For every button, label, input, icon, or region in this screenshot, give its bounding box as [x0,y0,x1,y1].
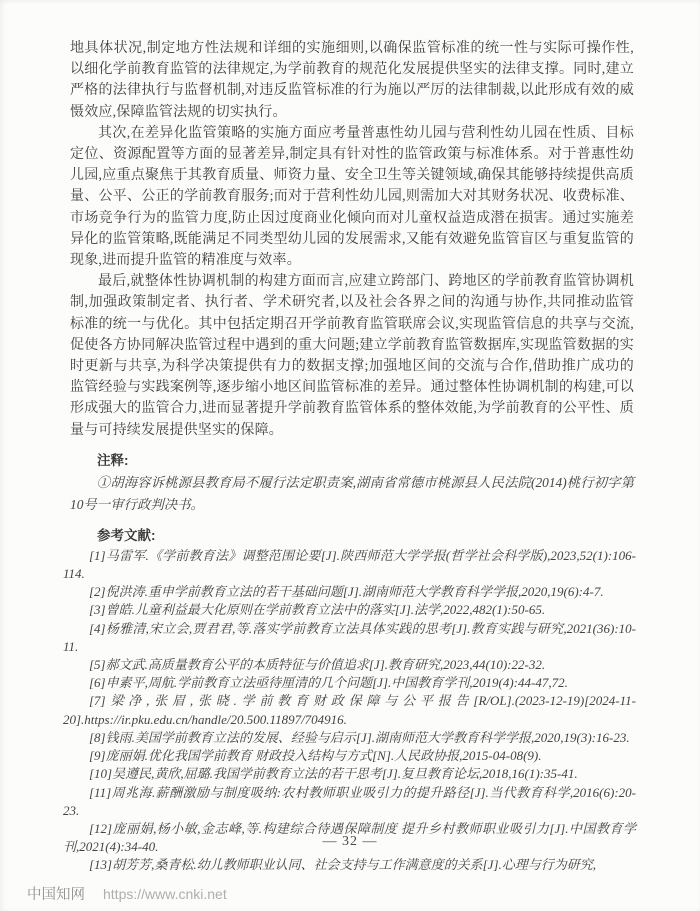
reference-item: [2]倪洪涛.重申学前教育立法的若干基础问题[J].湖南师范大学教育科学学报,2020,19(6):4-7. [89,584,604,600]
reference-item: [5]郝文武.高质量教育公平的本质特征与价值追求[J].教育研究,2023,44(10):22-32. [89,657,546,673]
reference-item: [13]胡芳芳,桑青松.幼儿教师职业认同、社会支持与工作满意度的关系[J].心理与行为研究, [89,857,597,873]
page-number: — 32 — [322,834,378,849]
cnki-watermark [27,883,227,904]
reference-item: [4]杨雅清,宋立会,贾君君,等.落实学前教育立法具体实践的思考[J].教育实践与研究,2021(36):10-11. [63,620,636,654]
reference-item: [1]马雷军.《学前教育法》调整范围论要[J].陕西师范大学学报(哲学社会科学版),2023,52(1):106-114. [63,547,636,582]
note-item: ①胡海容诉桃源县教育局不履行法定职责案,湖南省常德市桃源县人民法院(2014)桃行初字第10号一审行政判决书。 [70,474,634,512]
cnki-brand-label: 中国知网 [27,887,85,903]
reference-item: [8]钱雨.美国学前教育立法的发展、经验与启示[J].湖南师范大学教育科学学报,2020,19(3):16-23. [89,729,630,745]
notes-section [70,450,634,516]
reference-item: [3]曾皓.儿童利益最大化原则在学前教育立法中的落实[J].法学,2022,482(1):50-65. [89,602,546,618]
notes-heading: 注释: [97,452,129,468]
body-paragraph: 其次,在差异化监管策略的实施方面应考量普惠性幼儿园与营利性幼儿园在性质、目标定位、资源配置等方面的显著差异,制定具有针对性的监管政策与标准体系。对于普惠性幼儿园,应重点聚焦于其教育质量、师资力量、安全卫生等关键领域,确保其能够持续提供高质量、公平、公正的学前教育服务;而对于营利性幼儿园,则需加大对其财务状况、收费标准、市场竞争行为的监管力度,防止因过度商业化倾向而对儿童权益造成潜在损害。通过实施差异化的监管策略,既能满足不同类型幼儿园的发展需求,又能有效避免监管盲区与重复监管的现象,进而提升监管的精准度与效率。 [70,125,634,269]
page-content [63,38,636,875]
references-list [63,547,636,875]
references-section [63,525,636,875]
reference-item: [10]吴遵民,黄欣,屈璐.我国学前教育立法的若干思考[J].复旦教育论坛,2018,16(1):35-41. [89,766,578,782]
references-heading: 参考文献: [97,527,156,543]
reference-item: [12]庞丽娟,杨小敏,金志峰,等.构建综合待遇保障制度 提升乡村教师职业吸引力[J].中国教育学刊,2021(4):34-40. [63,820,636,855]
body-paragraph-continuation: 地具体状况,制定地方性法规和详细的实施细则,以确保监管标准的统一性与实际可操作性,以细化学前教育监管的法律规定,为学前教育的规范化发展提供坚实的法律支撑。同时,建立严格的法律执行与监督机制,对违反监管标准的行为施以严厉的法律制裁,以此形成有效的威慑效应,保障监管法规的切实执行。 [70,41,634,120]
reference-item: [6]申素平,周航.学前教育立法亟待厘清的几个问题[J].中国教育学刊,2019(4):44-47,72. [89,675,568,691]
cnki-url-label: https://www.cnki.net [103,886,227,902]
body-paragraph: 最后,就整体性协调机制的构建方面而言,应建立跨部门、跨地区的学前教育监管协调机制,加强政策制定者、执行者、学术研究者,以及社会各界之间的沟通与协作,共同推动监管标准的统一与优化。其中包括定期召开学前教育监管联席会议,实现监管信息的共享与交流,促使各方协同解决监管过程中遇到的重大问题;建立学前教育监管数据库,实现监管数据的实时更新与共享,为科学决策提供有力的数据支撑;加强地区间的交流与合作,借助推广成功的监管经验与实践案例等,逐步缩小地区间监管标准的差异。通过整体性协调机制的构建,可以形成强大的监管合力,进而显著提升学前教育监管体系的整体效能,为学前教育的公平性、质量与可持续发展提供坚实的保障。 [70,274,634,438]
reference-item: [11]周兆海.薪酬激励与制度吸纳:农村教师职业吸引力的提升路径[J].当代教育科学,2016(6):20-23. [63,784,636,818]
reference-item: [9]庞丽娟.优化我国学前教育 财政投入结构与方式[N].人民政协报,2015-04-08(9). [89,748,542,764]
reference-item: [7]梁净,张眉,张晓.学前教育财政保障与公平报告[R/OL].(2023-12-19)[2024-11-20].https://ir.pku.edu.cn/handle/20.500.11897/704916. [63,693,636,727]
